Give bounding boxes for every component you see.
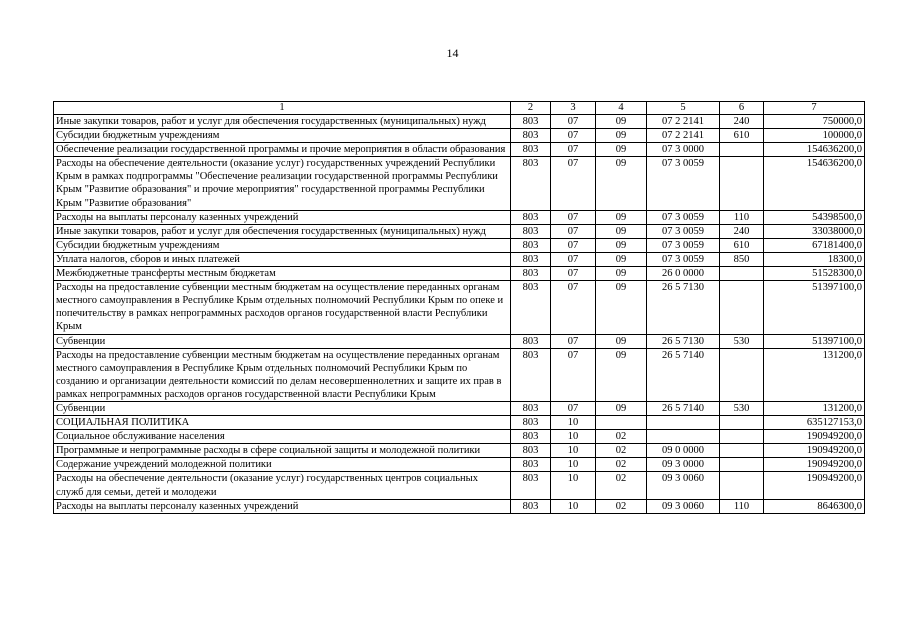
subsection-code-cell: 02 <box>596 430 647 444</box>
item-name-cell: Расходы на обеспечение деятельности (оказание услуг) государственных учреждений Республики Крым в рамках подпрограммы "Обеспечение реализации государственной программы Республики Крым "Развитие образования" и прочие мероприятия" государственной программы Республики Крым "Развитие образования" <box>54 157 511 210</box>
target-article-cell: 07 3 0059 <box>647 224 720 238</box>
column-number: 4 <box>596 102 647 115</box>
table-row <box>54 267 865 281</box>
expense-type-cell: 110 <box>720 210 764 224</box>
column-number: 6 <box>720 102 764 115</box>
column-number: 5 <box>647 102 720 115</box>
amount-cell: 33038000,0 <box>764 224 865 238</box>
expense-type-cell <box>720 267 764 281</box>
column-number: 1 <box>54 102 511 115</box>
subsection-code-cell: 09 <box>596 334 647 348</box>
expense-type-cell: 850 <box>720 252 764 266</box>
amount-cell: 154636200,0 <box>764 157 865 210</box>
table-row <box>54 210 865 224</box>
item-name-cell: Расходы на выплаты персоналу казенных учреждений <box>54 499 511 513</box>
ministry-code-cell: 803 <box>511 444 551 458</box>
subsection-code-cell: 09 <box>596 401 647 415</box>
table-row <box>54 238 865 252</box>
subsection-code-cell: 09 <box>596 281 647 334</box>
table-row <box>54 472 865 499</box>
section-code-cell: 10 <box>551 430 596 444</box>
section-code-cell: 07 <box>551 252 596 266</box>
table-row <box>54 430 865 444</box>
item-name-cell: Иные закупки товаров, работ и услуг для обеспечения государственных (муниципальных) нужд <box>54 224 511 238</box>
target-article-cell: 26 5 7130 <box>647 334 720 348</box>
target-article-cell: 07 2 2141 <box>647 129 720 143</box>
subsection-code-cell <box>596 416 647 430</box>
expense-type-cell <box>720 281 764 334</box>
subsection-code-cell: 09 <box>596 224 647 238</box>
amount-cell: 190949200,0 <box>764 458 865 472</box>
subsection-code-cell: 09 <box>596 115 647 129</box>
ministry-code-cell: 803 <box>511 224 551 238</box>
subsection-code-cell: 09 <box>596 252 647 266</box>
amount-cell: 190949200,0 <box>764 444 865 458</box>
expense-type-cell <box>720 157 764 210</box>
amount-cell: 131200,0 <box>764 348 865 401</box>
table-row <box>54 401 865 415</box>
ministry-code-cell: 803 <box>511 458 551 472</box>
expense-type-cell <box>720 472 764 499</box>
ministry-code-cell: 803 <box>511 348 551 401</box>
table-body <box>54 115 865 514</box>
ministry-code-cell: 803 <box>511 238 551 252</box>
section-code-cell: 07 <box>551 143 596 157</box>
ministry-code-cell: 803 <box>511 210 551 224</box>
section-code-cell: 10 <box>551 472 596 499</box>
subsection-code-cell: 02 <box>596 458 647 472</box>
amount-cell: 190949200,0 <box>764 430 865 444</box>
target-article-cell: 07 3 0059 <box>647 210 720 224</box>
table-row <box>54 348 865 401</box>
subsection-code-cell: 02 <box>596 499 647 513</box>
ministry-code-cell: 803 <box>511 499 551 513</box>
target-article-cell: 09 3 0000 <box>647 458 720 472</box>
target-article-cell <box>647 430 720 444</box>
table-row <box>54 115 865 129</box>
item-name-cell: Иные закупки товаров, работ и услуг для обеспечения государственных (муниципальных) нужд <box>54 115 511 129</box>
section-code-cell: 10 <box>551 416 596 430</box>
ministry-code-cell: 803 <box>511 252 551 266</box>
amount-cell: 51397100,0 <box>764 281 865 334</box>
column-number: 3 <box>551 102 596 115</box>
table-row <box>54 499 865 513</box>
section-code-cell: 10 <box>551 458 596 472</box>
target-article-cell: 07 3 0059 <box>647 238 720 252</box>
ministry-code-cell: 803 <box>511 157 551 210</box>
expense-type-cell <box>720 416 764 430</box>
section-code-cell: 07 <box>551 281 596 334</box>
ministry-code-cell: 803 <box>511 281 551 334</box>
page-number: 14 <box>446 46 459 60</box>
table-row <box>54 157 865 210</box>
subsection-code-cell: 02 <box>596 472 647 499</box>
subsection-code-cell: 09 <box>596 143 647 157</box>
item-name-cell: Расходы на предоставление субвенции местным бюджетам на осуществление переданных органам местного самоуправления в Республике Крым отдельных полномочий Республики Крым по опеке и попечительству в рамках непрограммных расходов органов государственной власти Республики Крым <box>54 281 511 334</box>
target-article-cell: 07 3 0059 <box>647 157 720 210</box>
item-name-cell: Социальное обслуживание населения <box>54 430 511 444</box>
subsection-code-cell: 09 <box>596 157 647 210</box>
ministry-code-cell: 803 <box>511 430 551 444</box>
subsection-code-cell: 09 <box>596 348 647 401</box>
item-name-cell: Субсидии бюджетным учреждениям <box>54 238 511 252</box>
expense-type-cell: 610 <box>720 129 764 143</box>
amount-cell: 131200,0 <box>764 401 865 415</box>
ministry-code-cell: 803 <box>511 129 551 143</box>
item-name-cell: Субсидии бюджетным учреждениям <box>54 129 511 143</box>
section-code-cell: 07 <box>551 210 596 224</box>
target-article-cell: 26 5 7130 <box>647 281 720 334</box>
table-row <box>54 334 865 348</box>
target-article-cell: 07 3 0059 <box>647 252 720 266</box>
target-article-cell: 07 2 2141 <box>647 115 720 129</box>
ministry-code-cell: 803 <box>511 143 551 157</box>
item-name-cell: Субвенции <box>54 334 511 348</box>
expense-type-cell <box>720 444 764 458</box>
target-article-cell: 26 5 7140 <box>647 401 720 415</box>
subsection-code-cell: 09 <box>596 267 647 281</box>
amount-cell: 750000,0 <box>764 115 865 129</box>
amount-cell: 18300,0 <box>764 252 865 266</box>
section-code-cell: 07 <box>551 334 596 348</box>
table-row <box>54 129 865 143</box>
amount-cell: 67181400,0 <box>764 238 865 252</box>
section-code-cell: 07 <box>551 267 596 281</box>
ministry-code-cell: 803 <box>511 267 551 281</box>
ministry-code-cell: 803 <box>511 334 551 348</box>
item-name-cell: Расходы на предоставление субвенции местным бюджетам на осуществление переданных органам местного самоуправления в Республике Крым отдельных полномочий Республики Крым по созданию и организации деятельности комиссий по делам несовершеннолетних и защите их прав в рамках непрограммных расходов органов государственной власти Республики Крым <box>54 348 511 401</box>
column-number: 7 <box>764 102 865 115</box>
table-row <box>54 444 865 458</box>
amount-cell: 8646300,0 <box>764 499 865 513</box>
item-name-cell: Расходы на выплаты персоналу казенных учреждений <box>54 210 511 224</box>
section-code-cell: 10 <box>551 499 596 513</box>
item-name-cell: Расходы на обеспечение деятельности (оказание услуг) государственных центров социальных служб для семьи, детей и молодежи <box>54 472 511 499</box>
section-code-cell: 07 <box>551 401 596 415</box>
target-article-cell: 09 3 0060 <box>647 499 720 513</box>
item-name-cell: Межбюджетные трансферты местным бюджетам <box>54 267 511 281</box>
section-code-cell: 07 <box>551 157 596 210</box>
expense-type-cell <box>720 143 764 157</box>
item-name-cell: Уплата налогов, сборов и иных платежей <box>54 252 511 266</box>
expense-type-cell <box>720 430 764 444</box>
amount-cell: 154636200,0 <box>764 143 865 157</box>
table-row <box>54 224 865 238</box>
amount-cell: 51397100,0 <box>764 334 865 348</box>
table-row <box>54 458 865 472</box>
target-article-cell: 07 3 0000 <box>647 143 720 157</box>
expense-type-cell: 110 <box>720 499 764 513</box>
target-article-cell: 26 0 0000 <box>647 267 720 281</box>
target-article-cell: 09 0 0000 <box>647 444 720 458</box>
ministry-code-cell: 803 <box>511 416 551 430</box>
amount-cell: 635127153,0 <box>764 416 865 430</box>
item-name-cell: СОЦИАЛЬНАЯ ПОЛИТИКА <box>54 416 511 430</box>
subsection-code-cell: 02 <box>596 444 647 458</box>
expense-type-cell <box>720 458 764 472</box>
amount-cell: 54398500,0 <box>764 210 865 224</box>
section-code-cell: 07 <box>551 129 596 143</box>
section-code-cell: 10 <box>551 444 596 458</box>
expense-type-cell: 240 <box>720 115 764 129</box>
column-number: 2 <box>511 102 551 115</box>
subsection-code-cell: 09 <box>596 238 647 252</box>
target-article-cell: 09 3 0060 <box>647 472 720 499</box>
ministry-code-cell: 803 <box>511 472 551 499</box>
target-article-cell <box>647 416 720 430</box>
budget-table <box>53 101 865 514</box>
subsection-code-cell: 09 <box>596 210 647 224</box>
table-row <box>54 252 865 266</box>
expense-type-cell: 610 <box>720 238 764 252</box>
item-name-cell: Субвенции <box>54 401 511 415</box>
expense-type-cell <box>720 348 764 401</box>
section-code-cell: 07 <box>551 115 596 129</box>
item-name-cell: Программные и непрограммные расходы в сфере социальной защиты и молодежной политики <box>54 444 511 458</box>
subsection-code-cell: 09 <box>596 129 647 143</box>
table-row <box>54 143 865 157</box>
item-name-cell: Обеспечение реализации государственной программы и прочие мероприятия в области образования <box>54 143 511 157</box>
section-code-cell: 07 <box>551 224 596 238</box>
ministry-code-cell: 803 <box>511 115 551 129</box>
amount-cell: 190949200,0 <box>764 472 865 499</box>
item-name-cell: Содержание учреждений молодежной политики <box>54 458 511 472</box>
table-row <box>54 281 865 334</box>
section-code-cell: 07 <box>551 348 596 401</box>
amount-cell: 51528300,0 <box>764 267 865 281</box>
column-number-row <box>54 102 865 115</box>
target-article-cell: 26 5 7140 <box>647 348 720 401</box>
expense-type-cell: 240 <box>720 224 764 238</box>
table-row <box>54 416 865 430</box>
amount-cell: 100000,0 <box>764 129 865 143</box>
section-code-cell: 07 <box>551 238 596 252</box>
expense-type-cell: 530 <box>720 401 764 415</box>
ministry-code-cell: 803 <box>511 401 551 415</box>
expense-type-cell: 530 <box>720 334 764 348</box>
